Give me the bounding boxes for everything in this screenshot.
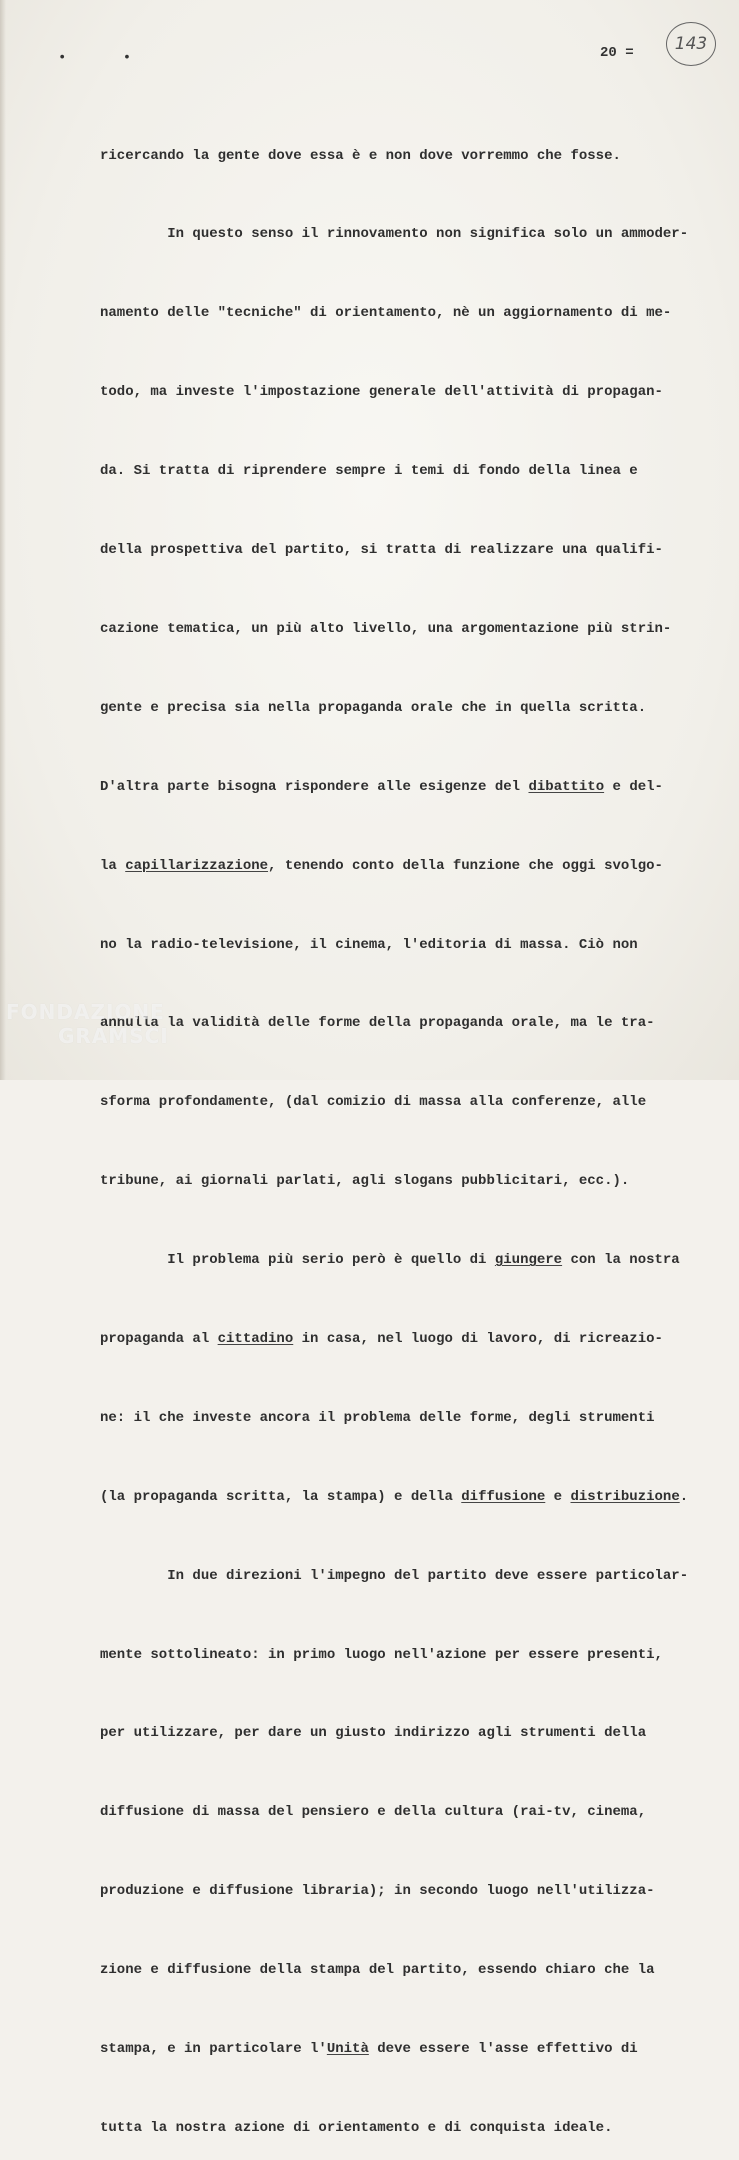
text-line: ricercando la gente dove essa è e non dove vorremmo che fosse. xyxy=(100,147,621,164)
page-edge-shadow xyxy=(0,0,6,1080)
text-line: da. Si tratta di riprendere sempre i temi di fondo della linea e xyxy=(100,463,638,480)
text-line: zione e diffusione della stampa del partito, essendo chiaro che la xyxy=(100,1962,655,1979)
underlined-word: capillarizzazione xyxy=(125,857,269,874)
text-line: mente sottolineato: in primo luogo nell'azione per essere presenti, xyxy=(100,1646,663,1663)
page-number: 20 = xyxy=(600,45,634,61)
text-line: D'altra parte bisogna rispondere alle esigenze del dibattito e del- xyxy=(100,778,663,795)
text-line: (la propaganda scritta, la stampa) e della diffusione e distribuzione. xyxy=(100,1488,689,1505)
watermark-logo: FONDAZIONE GRAMSCI xyxy=(6,1000,169,1048)
archive-stamp: 143 xyxy=(666,22,716,66)
text-line: todo, ma investe l'impostazione generale dell'attività di propagan- xyxy=(100,384,663,401)
text-line: produzione e diffusione libraria); in secondo luogo nell'utilizza- xyxy=(100,1883,655,1900)
text-line: gente e precisa sia nella propaganda orale che in quella scritta. xyxy=(100,699,647,716)
underlined-word: cittadino xyxy=(217,1330,294,1347)
text-line: Il problema più serio però è quello di giungere con la nostra xyxy=(100,1252,680,1269)
underlined-word: distribuzione xyxy=(570,1488,680,1505)
text-line: no la radio-televisione, il cinema, l'editoria di massa. Ciò non xyxy=(100,936,638,953)
underlined-word: diffusione xyxy=(461,1488,546,1505)
text-line: tribune, ai giornali parlati, agli slogans pubblicitari, ecc.). xyxy=(100,1173,630,1190)
header-marks: • • xyxy=(58,50,156,66)
text-line: ne: il che investe ancora il problema delle forme, degli strumenti xyxy=(100,1409,655,1426)
text-line: sforma profondamente, (dal comizio di massa alla conferenze, alle xyxy=(100,1094,647,1111)
text-line: annulla la validità delle forme della propaganda orale, ma le tra- xyxy=(100,1015,655,1032)
text-line: In due direzioni l'impegno del partito deve essere particolar- xyxy=(100,1567,689,1584)
text-line: In questo senso il rinnovamento non significa solo un ammoder- xyxy=(100,226,689,243)
underlined-word: dibattito xyxy=(528,778,605,795)
body-text xyxy=(100,90,700,2160)
text-line: tutta la nostra azione di orientamento e di conquista ideale. xyxy=(100,2119,613,2136)
text-line: diffusione di massa del pensiero e della cultura (rai-tv, cinema, xyxy=(100,1804,647,1821)
text-line: stampa, e in particolare l'Unità deve essere l'asse effettivo di xyxy=(100,2040,638,2057)
text-line: della prospettiva del partito, si tratta di realizzare una qualifi- xyxy=(100,542,663,559)
text-line: namento delle "tecniche" di orientamento, nè un aggiornamento di me- xyxy=(100,305,672,322)
text-line: la capillarizzazione, tenendo conto della funzione che oggi svolgo- xyxy=(100,857,663,874)
text-line: per utilizzare, per dare un giusto indirizzo agli strumenti della xyxy=(100,1725,647,1742)
underlined-word: giungere xyxy=(494,1252,563,1269)
text-line: cazione tematica, un più alto livello, una argomentazione più strin- xyxy=(100,620,672,637)
underlined-word: Unità xyxy=(326,2040,369,2057)
text-line: propaganda al cittadino in casa, nel luogo di lavoro, di ricreazio- xyxy=(100,1330,663,1347)
